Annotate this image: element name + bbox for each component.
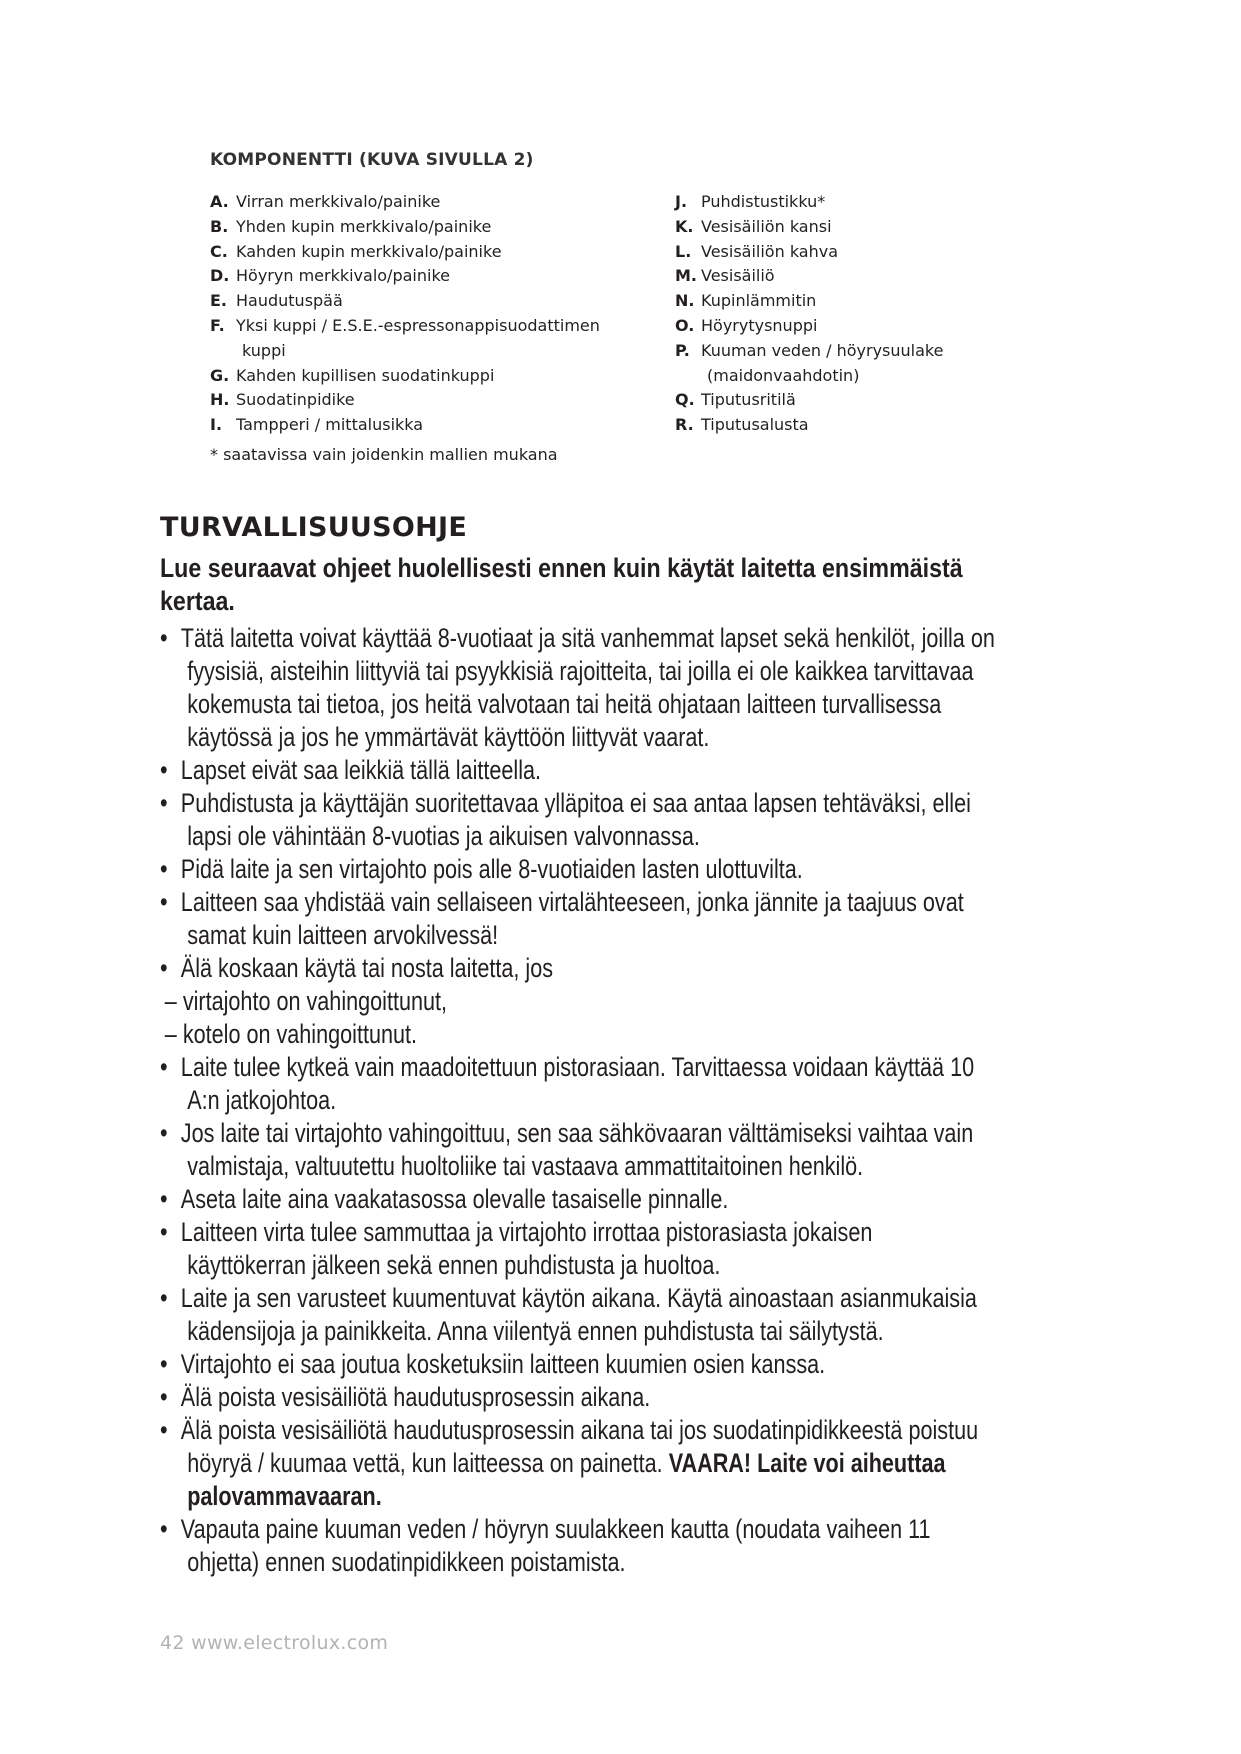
- component-item: D. Höyryn merkkivalo/painike: [210, 266, 450, 286]
- bullet-icon: •: [160, 1514, 168, 1544]
- safety-item: • Puhdistusta ja käyttäjän suoritettavaa ylläpitoa ei saa antaa lapsen tehtäväksi, ellei: [160, 788, 971, 818]
- component-item: P. Kuuman veden / höyrysuulake: [675, 340, 944, 360]
- safety-item: • Virtajohto ei saa joutua kosketuksiin laitteen kuumien osien kanssa.: [160, 1349, 826, 1379]
- bullet-icon: •: [160, 1184, 168, 1214]
- bullet-icon: •: [160, 1415, 168, 1445]
- safety-instructions-list: • Tätä laitetta voivat käyttää 8-vuotiaat ja sitä vanhemmat lapset sekä henkilöt, joilla on fyysisiä, aisteihin liittyviä tai psyykkisiä rajoitteita, tai joilla ei ole kaikkea tarvittavaa kokemusta tai tietoa, jos heitä valvotaan tai heitä ohjataan laitteen turvallisessa käytössä ja jos he ymmärtävät käyttöön liittyvät vaarat. • Lapset eivät saa leikkiä tällä laitteella. • Puhdistusta ja käyttäjän suoritettavaa ylläpitoa ei saa antaa lapsen tehtäväksi, ellei lapsi ole vähintään 8-vuotias ja aikuisen valvonnassa. • Pidä laite ja sen virtajohto pois alle 8-vuotiaiden lasten ulottuvilta. • Laitteen saa yhdistää vain sellaiseen virtalähteeseen, jonka jännite ja taajuus ovat samat kuin laitteen arvokilvessä! • Älä koskaan käytä tai nosta laitetta, jos – virtajohto on vahingoittunut, – kotelo on vahingoittunut. • Laite tulee kytkeä vain maadoitettuun pistorasiaan. Tarvittaessa voidaan käyttää 10 A:n jatkojohtoa. • Jos laite tai virtajohto vahingoittuu, sen saa sähkövaaran välttämiseksi vaihtaa vain valmistaja, valtuutettu huoltoliike tai vastaava ammattitaitoinen henkilö. • Aseta laite aina vaakatasossa olevalle tasaiselle pinnalle. • Laitteen virta tulee sammuttaa ja virtajohto irrottaa pistorasiasta jokaisen käyttökerran jälkeen sekä ennen puhdistusta ja huoltoa. • Laite ja sen varusteet kuumentuvat käytön aikana. Käytä ainoastaan asianmukaisia kädensijoja ja painikkeita. Anna viilentyä ennen puhdistusta tai säilytystä. • Virtajohto ei saa joutua kosketuksiin laitteen kuumien osien kanssa. • Älä poista vesisäiliötä haudutusprosessin aikana. • Älä poista vesisäiliötä haudutusprosessin aikana tai jos suodatinpidikkeestä poistuu höyryä / kuumaa vettä, kun laitteessa on painetta. VAARA! Laite voi aiheuttaa palovammavaaran. • Vapauta paine kuuman veden / höyryn suulakkeen kautta (noudata vaiheen 11 ohjetta) ennen suodatinpidikkeen poistamista.: [160, 622, 1056, 1579]
- safety-sub-item: – kotelo on vahingoittunut.: [164, 1019, 417, 1049]
- components-list-right: [675, 190, 1015, 438]
- bullet-icon: •: [160, 755, 168, 785]
- safety-item: • Laite ja sen varusteet kuumentuvat käytön aikana. Käytä ainoastaan asianmukaisia: [160, 1283, 977, 1313]
- component-item: A. Virran merkkivalo/painike: [210, 192, 441, 211]
- component-item-continuation: (maidonvaahdotin): [707, 365, 860, 385]
- safety-item: • Älä koskaan käytä tai nosta laitetta, jos: [160, 953, 554, 983]
- safety-item: • Jos laite tai virtajohto vahingoittuu, sen saa sähkövaaran välttämiseksi vaihtaa vain: [160, 1118, 974, 1148]
- bullet-icon: •: [160, 1217, 168, 1247]
- component-item: C. Kahden kupin merkkivalo/painike: [210, 241, 502, 261]
- bullet-icon: •: [160, 1283, 168, 1313]
- component-item: E. Haudutuspää: [210, 291, 343, 311]
- bullet-icon: •: [160, 1349, 168, 1379]
- safety-heading: TURVALLISUUSOHJE: [160, 512, 468, 543]
- safety-item: • Älä poista vesisäiliötä haudutusprosessin aikana.: [160, 1382, 651, 1412]
- component-item: G. Kahden kupillisen suodatinkuppi: [210, 365, 495, 385]
- safety-item: • Vapauta paine kuuman veden / höyryn suulakkeen kautta (noudata vaiheen 11: [160, 1514, 931, 1544]
- component-item: M. Vesisäiliö: [675, 266, 775, 286]
- page-footer: [160, 1632, 388, 1654]
- page-number: 42: [160, 1632, 185, 1654]
- component-item: B. Yhden kupin merkkivalo/painike: [210, 216, 492, 236]
- bullet-icon: •: [160, 953, 168, 983]
- safety-item: • Lapset eivät saa leikkiä tällä laitteella.: [160, 755, 542, 785]
- components-footnote: * saatavissa vain joidenkin mallien mukana: [210, 445, 558, 464]
- safety-item: • Tätä laitetta voivat käyttää 8-vuotiaat ja sitä vanhemmat lapset sekä henkilöt, joilla on: [160, 623, 995, 653]
- components-heading: KOMPONENTTI (KUVA SIVULLA 2): [210, 150, 534, 170]
- bullet-icon: •: [160, 788, 168, 818]
- safety-sub-item: – virtajohto on vahingoittunut,: [164, 986, 448, 1016]
- component-item: J. Puhdistustikku*: [675, 192, 826, 211]
- safety-intro: Lue seuraavat ohjeet huolellisesti ennen kuin käytät laitetta ensimmäistä kertaa.: [160, 553, 963, 616]
- safety-item: • Laite tulee kytkeä vain maadoitettuun pistorasiaan. Tarvittaessa voidaan käyttää 10: [160, 1052, 975, 1082]
- component-item: N. Kupinlämmitin: [675, 291, 817, 311]
- bullet-icon: •: [160, 887, 168, 917]
- safety-item: • Älä poista vesisäiliötä haudutusprosessin aikana tai jos suodatinpidikkeestä poistuu: [160, 1415, 979, 1445]
- component-item-continuation: kuppi: [242, 340, 286, 360]
- bullet-icon: •: [160, 1382, 168, 1412]
- bullet-icon: •: [160, 854, 168, 884]
- component-item: L. Vesisäiliön kahva: [675, 241, 839, 261]
- component-item: K. Vesisäiliön kansi: [675, 216, 832, 236]
- bullet-icon: •: [160, 1052, 168, 1082]
- component-item: Q. Tiputusritilä: [675, 390, 796, 410]
- component-item: H. Suodatinpidike: [210, 390, 355, 410]
- safety-item: • Laitteen saa yhdistää vain sellaiseen virtalähteeseen, jonka jännite ja taajuus ovat: [160, 887, 964, 917]
- safety-item: • Laitteen virta tulee sammuttaa ja virtajohto irrottaa pistorasiasta jokaisen: [160, 1217, 873, 1247]
- safety-item: • Pidä laite ja sen virtajohto pois alle 8-vuotiaiden lasten ulottuvilta.: [160, 854, 803, 884]
- safety-item: • Aseta laite aina vaakatasossa olevalle tasaiselle pinnalle.: [160, 1184, 729, 1214]
- component-item: F. Yksi kuppi / E.S.E.-espressonappisuodattimen: [210, 315, 600, 335]
- components-list-left: [210, 190, 630, 438]
- component-item: R. Tiputusalusta: [675, 415, 809, 435]
- bullet-icon: •: [160, 1118, 168, 1148]
- component-item: O. Höyrytysnuppi: [675, 315, 818, 335]
- bullet-icon: •: [160, 623, 168, 653]
- component-item: I. Tampperi / mittalusikka: [210, 415, 424, 435]
- website-link[interactable]: www.electrolux.com: [191, 1632, 389, 1654]
- danger-warning: VAARA! Laite voi aiheuttaa: [668, 1448, 946, 1478]
- danger-warning-continuation: palovammavaaran.: [187, 1481, 382, 1511]
